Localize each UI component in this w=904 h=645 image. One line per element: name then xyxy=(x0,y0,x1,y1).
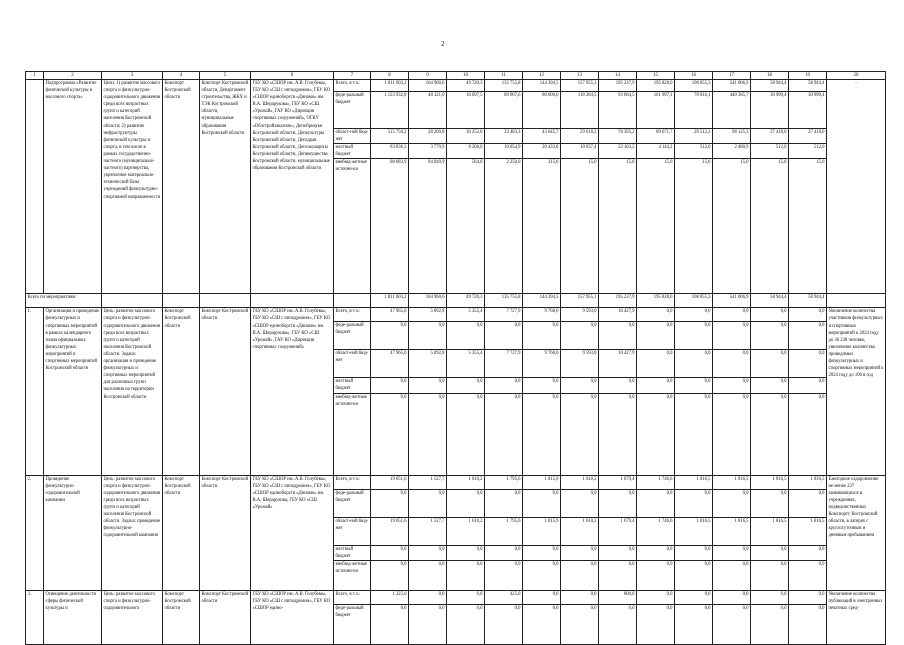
amount: 9 593,0 xyxy=(561,308,599,322)
amount: 0,0 xyxy=(675,308,713,322)
amount: 5 355,4 xyxy=(447,308,485,322)
amount: 0,0 xyxy=(371,560,409,590)
amount: 0,0 xyxy=(675,350,713,378)
amount: 0,0 xyxy=(447,378,485,393)
amount: 0,0 xyxy=(637,308,675,322)
amount: 20 433,8 xyxy=(523,144,561,159)
amount: 0,0 xyxy=(637,560,675,590)
col-number: 16 xyxy=(675,72,713,80)
amount: 0,0 xyxy=(523,393,561,475)
amount: 108 855,3 xyxy=(675,294,713,308)
amount: 0,0 xyxy=(751,604,789,644)
amount: 0,0 xyxy=(637,590,675,604)
amount: 512,0 xyxy=(675,144,713,159)
col-number: 19 xyxy=(789,72,827,80)
amount: 15,0 xyxy=(675,159,713,294)
amount: 4 144,2 xyxy=(637,144,675,159)
amount: 800,0 xyxy=(599,590,637,604)
empty-cell xyxy=(163,294,200,308)
amount: 0,0 xyxy=(637,489,675,517)
amount: 0,0 xyxy=(409,322,447,350)
amount: 0,0 xyxy=(447,560,485,590)
responsible: Комспорт Костромской области, Департамент строительства, ЖКХ и ТЭК Костромской области, муниципальные образования Костромской области xyxy=(200,80,251,294)
coordinator: Комспорт Костромской области xyxy=(163,475,200,590)
total-row xyxy=(26,294,886,308)
amount: 1 610,2 xyxy=(447,475,485,489)
responsible: Комспорт Костромской области xyxy=(200,475,251,590)
fin-source: феде-ральный бюджет xyxy=(334,92,371,129)
amount: 1 679,4 xyxy=(599,475,637,489)
amount: 0,0 xyxy=(523,590,561,604)
amount: 5 092,8 xyxy=(409,350,447,378)
amount: 0,0 xyxy=(447,489,485,517)
amount: 0,0 xyxy=(751,308,789,322)
col-number: 2 xyxy=(44,72,102,80)
amount: 15,0 xyxy=(561,159,599,294)
amount: 0,0 xyxy=(485,322,523,350)
amount: 541 006,9 xyxy=(713,294,751,308)
amount: 0,0 xyxy=(713,604,751,644)
responsible: Комспорт Костромской области xyxy=(200,590,251,644)
col-number: 10 xyxy=(447,72,485,80)
amount: 48 121,0 xyxy=(409,92,447,129)
amount: 19 051,6 xyxy=(371,475,409,489)
amount: 47 965,0 xyxy=(371,308,409,322)
goals-tasks: Цели: 1) развитие массового спорта и физкультурно-оздоровительного движения среди всех возрастных групп и категорий населения Костромской области; 2) развитие инфраструктуры физической культуры и спорта, в том числе в рамках государственно-частного (муниципально-частного) партнерства, укрепление материально-технической базы учреждений физкультурно-спортивной направленности xyxy=(102,80,163,294)
amount: 0,0 xyxy=(561,560,599,590)
participants: ГБУ КО «СШОР им. А.В. Голубева», ГБУ КО «СШ с ипподромом», ГБУ КО «СШОР единоборств «Динамо» им. В.А. Шерарукова, ГБУ КО «СШ «Урожай» xyxy=(251,475,334,590)
participants: ГБУ КО «СШОР им. А.В. Голубева», ГБУ КО «СШ с ипподромом», ГБУ КО «СШОР единоборств «Динамо» им. В.А. Шерарукова», ГБУ КО «СШ «Урожай», ГАУ КО «Дирекция спортивных сооружений» xyxy=(251,308,334,475)
amount: 0,0 xyxy=(485,378,523,393)
fin-source: феде-ральный бюджет xyxy=(334,604,371,644)
amount: 27 418,0 xyxy=(789,129,827,144)
amount: 0,0 xyxy=(409,378,447,393)
amount: 0,0 xyxy=(599,604,637,644)
amount: 0,0 xyxy=(409,560,447,590)
fin-source: Всего, в т.ч.: xyxy=(334,308,371,322)
goals-tasks: Цель: развитие массового спорта и физкультурно-оздоровительного движения среди всех возрастных групп и категорий населения Костромской области. Задача: проведение физкультурно-оздоровительной кампании xyxy=(102,475,163,590)
amount: 1 795,6 xyxy=(485,517,523,545)
amount: 1 123 932,8 xyxy=(371,92,409,129)
amount: 164 960,6 xyxy=(409,80,447,92)
amount: 1 527,7 xyxy=(409,517,447,545)
amount: 0,0 xyxy=(675,489,713,517)
fin-source: област-ной бюд-жет xyxy=(334,517,371,545)
amount: 10 037,4 xyxy=(561,144,599,159)
amount: 88 083,9 xyxy=(371,159,409,294)
amount: 1 679,4 xyxy=(599,517,637,545)
amount: 1 795,6 xyxy=(485,475,523,489)
amount: 195 237,9 xyxy=(599,294,637,308)
amount: 49 720,3 xyxy=(447,80,485,92)
amount: 9 768,0 xyxy=(523,350,561,378)
fin-source: феде-ральный бюджет xyxy=(334,489,371,517)
amount: 0,0 xyxy=(485,560,523,590)
amount: 29 512,2 xyxy=(675,129,713,144)
amount: 58 944,4 xyxy=(751,80,789,92)
amount: 98 125,3 xyxy=(713,129,751,144)
result: Увеличение количества участников физкультурных и спортивных мероприятий к 2024 году до 36 238 человек, увеличение количества проводимых физкультурных и спортивных мероприятий к 2024 году до 106 в год xyxy=(827,308,886,475)
amount: 1 610,2 xyxy=(561,475,599,489)
empty-cell xyxy=(827,294,886,308)
amount: 0,0 xyxy=(637,378,675,393)
amount: 2 250,0 xyxy=(485,159,523,294)
amount: 0,0 xyxy=(637,350,675,378)
amount: 0,0 xyxy=(751,350,789,378)
amount: 0,0 xyxy=(561,545,599,560)
amount: 0,0 xyxy=(371,393,409,475)
amount: 47 965,0 xyxy=(371,350,409,378)
amount: 7 727,9 xyxy=(485,350,523,378)
sub-fin-row xyxy=(26,80,886,92)
amount: 0,0 xyxy=(371,604,409,644)
amount: 0,0 xyxy=(751,560,789,590)
amount: 0,0 xyxy=(409,590,447,604)
amount: 195 828,0 xyxy=(637,294,675,308)
amount: 10 054,9 xyxy=(485,144,523,159)
amount: 0,0 xyxy=(789,393,827,475)
col-number: 14 xyxy=(599,72,637,80)
result: - xyxy=(827,80,886,294)
amount: 1 816,5 xyxy=(675,517,713,545)
amount: 0,0 xyxy=(409,545,447,560)
amount: 0,0 xyxy=(523,604,561,644)
fin-source: област-ной бюд-жет xyxy=(334,350,371,378)
amount: 157 955,1 xyxy=(561,80,599,92)
goals-tasks: Цель: развитие массового спорта и физкультурно-оздоровительного движения среди всех возрастных групп и категорий населения Костромской области. Задача: организация и проведение физкультурных и спортивных мероприятий для различных групп населения на территории Костромской области xyxy=(102,308,163,475)
amount: 0,0 xyxy=(409,393,447,475)
amount: 0,0 xyxy=(675,604,713,644)
measure-name: Освещение деятельности сферы физической культуры и xyxy=(44,590,102,644)
amount: 512,0 xyxy=(789,144,827,159)
coordinator: Комспорт Костромской области xyxy=(163,80,200,294)
amount: 0,0 xyxy=(751,545,789,560)
amount: 0,0 xyxy=(789,308,827,322)
amount: 0,0 xyxy=(409,489,447,517)
fin-source: Всего, в т.ч.: xyxy=(334,80,371,92)
col-number: 13 xyxy=(561,72,599,80)
amount: 541 006,9 xyxy=(713,80,751,92)
fin-source: Всего, в т.ч.: xyxy=(334,475,371,489)
amount: 0,0 xyxy=(751,590,789,604)
fin-source: област-ной бюд-жет xyxy=(334,129,371,144)
amount: 0,0 xyxy=(485,545,523,560)
amount: 315,0 xyxy=(523,159,561,294)
amount: 0,0 xyxy=(599,545,637,560)
row-number: 1. xyxy=(26,308,44,475)
amount: 0,0 xyxy=(561,322,599,350)
empty-cell xyxy=(200,294,251,308)
amount: 43 645,7 xyxy=(523,129,561,144)
goals-tasks: Цель: развитие массового спорта и физкультурно-оздоровительного xyxy=(102,590,163,644)
amount: 0,0 xyxy=(371,378,409,393)
amount: 0,0 xyxy=(713,322,751,350)
amount: 1 811 603,2 xyxy=(371,80,409,92)
result: Увеличение количества публикаций в электронных печатных сред- xyxy=(827,590,886,644)
amount: 0,0 xyxy=(561,489,599,517)
amount: 195 828,0 xyxy=(637,80,675,92)
amount: 1 815,9 xyxy=(523,517,561,545)
amount: 0,0 xyxy=(789,604,827,644)
amount: 10 427,9 xyxy=(599,308,637,322)
amount: 0,0 xyxy=(637,322,675,350)
amount: 9 593,0 xyxy=(561,350,599,378)
amount: 0,0 xyxy=(599,322,637,350)
amount: 515 750,2 xyxy=(371,129,409,144)
amount: 30 999,4 xyxy=(751,92,789,129)
total-label: Всего по мероприятиям: xyxy=(26,294,102,308)
amount: 0,0 xyxy=(485,393,523,475)
amount: 135 755,8 xyxy=(485,294,523,308)
amount: 0,0 xyxy=(713,308,751,322)
amount: 0,0 xyxy=(751,322,789,350)
amount: 1 816,5 xyxy=(789,517,827,545)
amount: 0,0 xyxy=(789,545,827,560)
col-number: 11 xyxy=(485,72,523,80)
amount: 0,0 xyxy=(789,378,827,393)
amount: 157 955,1 xyxy=(561,294,599,308)
amount: 5 092,8 xyxy=(409,308,447,322)
empty-cell xyxy=(334,294,371,308)
col-number: 9 xyxy=(409,72,447,80)
col-number: 1 xyxy=(26,72,44,80)
col-number: 4 xyxy=(163,72,200,80)
m2-fin-row xyxy=(26,475,886,489)
amount: 93 664,5 xyxy=(599,92,637,129)
amount: 195 237,9 xyxy=(599,80,637,92)
amount: 15,0 xyxy=(599,159,637,294)
amount: 0,0 xyxy=(751,393,789,475)
amount: 0,0 xyxy=(371,322,409,350)
col-number: 18 xyxy=(751,72,789,80)
amount: 15,0 xyxy=(789,159,827,294)
amount: 0,0 xyxy=(523,545,561,560)
row-number xyxy=(26,80,44,294)
amount: 5 355,4 xyxy=(447,350,485,378)
fin-source: Всего, в т.ч.: xyxy=(334,590,371,604)
amount: 0,0 xyxy=(675,560,713,590)
amount: 1 816,5 xyxy=(713,475,751,489)
amount: 1 816,5 xyxy=(675,475,713,489)
amount: 28 209,8 xyxy=(409,129,447,144)
amount: 1 610,2 xyxy=(447,517,485,545)
empty-cell xyxy=(251,294,334,308)
amount: 0,0 xyxy=(637,545,675,560)
col-number: 8 xyxy=(371,72,409,80)
amount: 0,0 xyxy=(371,545,409,560)
amount: 10 427,9 xyxy=(599,350,637,378)
amount: 0,0 xyxy=(713,393,751,475)
amount: 0,0 xyxy=(637,393,675,475)
amount: 0,0 xyxy=(523,322,561,350)
amount: 164 960,6 xyxy=(409,294,447,308)
amount: 89 671,7 xyxy=(637,129,675,144)
amount: 0,0 xyxy=(561,393,599,475)
amount: 80 000,0 xyxy=(523,92,561,129)
amount: 49 720,3 xyxy=(447,294,485,308)
amount: 0,0 xyxy=(485,604,523,644)
amount: 84 849,9 xyxy=(409,159,447,294)
amount: 0,0 xyxy=(561,378,599,393)
amount: 29 618,2 xyxy=(561,129,599,144)
amount: 1 746,6 xyxy=(637,517,675,545)
page-number: 2 xyxy=(441,40,445,48)
amount: 1 610,2 xyxy=(561,517,599,545)
amount: 0,0 xyxy=(599,378,637,393)
fin-source: внебюд-жетные источни-ки xyxy=(334,393,371,475)
amount: 0,0 xyxy=(447,590,485,604)
coordinator: Комспорт Костромской области xyxy=(163,590,200,644)
amount: 78 816,1 xyxy=(675,92,713,129)
amount: 7 727,9 xyxy=(485,308,523,322)
column-number-row xyxy=(26,72,886,80)
row-number: 2. xyxy=(26,475,44,590)
empty-cell xyxy=(102,294,163,308)
amount: 0,0 xyxy=(447,322,485,350)
fin-source: внебюд-жетные источни-ки xyxy=(334,560,371,590)
amount: 1 816,5 xyxy=(751,475,789,489)
amount: 0,0 xyxy=(637,604,675,644)
program-table xyxy=(25,71,886,645)
amount: 1 815,9 xyxy=(523,475,561,489)
measure-name: Проведение физкультурно-оздоровительной кампании xyxy=(44,475,102,590)
amount: 3 779,9 xyxy=(409,144,447,159)
amount: 0,0 xyxy=(713,489,751,517)
amount: 0,0 xyxy=(675,322,713,350)
amount: 0,0 xyxy=(523,378,561,393)
amount: 1 816,5 xyxy=(751,517,789,545)
col-number: 17 xyxy=(713,72,751,80)
amount: 512,0 xyxy=(751,144,789,159)
amount: 1 225,0 xyxy=(371,590,409,604)
amount: 0,0 xyxy=(447,545,485,560)
col-number: 6 xyxy=(251,72,334,80)
col-number: 3 xyxy=(102,72,163,80)
amount: 0,0 xyxy=(789,489,827,517)
amount: 15,0 xyxy=(751,159,789,294)
amount: 0,0 xyxy=(523,560,561,590)
amount: 0,0 xyxy=(447,393,485,475)
amount: 440 385,7 xyxy=(713,92,751,129)
amount: 2 480,9 xyxy=(713,144,751,159)
amount: 8 206,0 xyxy=(447,144,485,159)
amount: 0,0 xyxy=(675,378,713,393)
amount: 0,0 xyxy=(409,604,447,644)
amount: 144 394,5 xyxy=(523,80,561,92)
amount: 118 284,5 xyxy=(561,92,599,129)
amount: 1 816,5 xyxy=(713,517,751,545)
amount: 0,0 xyxy=(713,350,751,378)
col-number: 5 xyxy=(200,72,251,80)
amount: 0,0 xyxy=(713,378,751,393)
fin-source: местный бюджет xyxy=(334,545,371,560)
amount: 1 527,7 xyxy=(409,475,447,489)
amount: 89 967,6 xyxy=(485,92,523,129)
amount: 0,0 xyxy=(751,378,789,393)
amount: 564,0 xyxy=(447,159,485,294)
amount: 144 394,5 xyxy=(523,294,561,308)
measure-name: Подпрограмма «Развитие физической культуры и массового спорта» xyxy=(44,80,102,294)
col-number: 20 xyxy=(827,72,886,80)
responsible: Комспорт Костромской области xyxy=(200,308,251,475)
amount: 15,0 xyxy=(637,159,675,294)
amount: 0,0 xyxy=(485,489,523,517)
amount: 0,0 xyxy=(561,590,599,604)
amount: 108 855,3 xyxy=(675,80,713,92)
amount: 0,0 xyxy=(713,560,751,590)
amount: 78 395,2 xyxy=(599,129,637,144)
amount: 0,0 xyxy=(561,604,599,644)
amount: 0,0 xyxy=(599,393,637,475)
coordinator: Комспорт Костромской области xyxy=(163,308,200,475)
amount: 27 418,0 xyxy=(751,129,789,144)
m1-fin-row xyxy=(26,308,886,322)
amount: 9 768,0 xyxy=(523,308,561,322)
amount: 101 997,1 xyxy=(637,92,675,129)
fin-source: внебюд-жетные источни-ки xyxy=(334,159,371,294)
amount: 0,0 xyxy=(751,489,789,517)
amount: 19 051,6 xyxy=(371,517,409,545)
measure-name: Организация и проведение физкультурных и спортивных мероприятий в рамках календарного плана официальных физкультурных мероприятий и спортивных мероприятий Костромской области xyxy=(44,308,102,475)
participants: ГБУ КО «СШОР им. А.В. Голубева», ГБУ КО «СШ с ипподромом», ГБУ КО «СШОР едино- xyxy=(251,590,334,644)
amount: 58 944,4 xyxy=(751,294,789,308)
fin-source: местный бюджет xyxy=(334,378,371,393)
amount: 1 811 603,2 xyxy=(371,294,409,308)
amount: 83 836,3 xyxy=(371,144,409,159)
amount: 425,0 xyxy=(485,590,523,604)
amount: 0,0 xyxy=(789,590,827,604)
fin-source: феде-ральный бюджет xyxy=(334,322,371,350)
amount: 15,0 xyxy=(713,159,751,294)
amount: 33 483,3 xyxy=(485,129,523,144)
amount: 0,0 xyxy=(675,545,713,560)
amount: 10 697,5 xyxy=(447,92,485,129)
amount: 0,0 xyxy=(789,322,827,350)
amount: 0,0 xyxy=(675,393,713,475)
amount: 0,0 xyxy=(523,489,561,517)
row-number: 3. xyxy=(26,590,44,644)
amount: 0,0 xyxy=(371,489,409,517)
col-number: 7 xyxy=(334,72,371,80)
amount: 0,0 xyxy=(599,489,637,517)
amount: 0,0 xyxy=(713,590,751,604)
amount: 1 816,5 xyxy=(789,475,827,489)
amount: 0,0 xyxy=(713,545,751,560)
amount: 0,0 xyxy=(675,590,713,604)
amount: 58 944,4 xyxy=(789,294,827,308)
amount: 1 746,6 xyxy=(637,475,675,489)
amount: 30 999,4 xyxy=(789,92,827,129)
fin-source: местный бюджет xyxy=(334,144,371,159)
amount: 58 944,4 xyxy=(789,80,827,92)
amount: 0,0 xyxy=(789,350,827,378)
participants: ГБУ КО «СШОР им. А.В. Голубева», ГБУ КО «СШ с ипподромом», ГБУ КО «СШОР единоборств «Динамо» им. В.А. Шерарукова», ГБУ КО «СШ «Урожай», ГАУ КО «Дирекция спортивных сооружений», ОГКУ «Облстройзаказчик», Депобрнауки Костромской области, Депкультуры Костромской области, Депздрав Костромской области, Депсоцзащиты Костромской области, Депимущества Костромской области, муниципальные образования Костромской области xyxy=(251,80,334,294)
col-number: 15 xyxy=(637,72,675,80)
amount: 0,0 xyxy=(447,604,485,644)
col-number: 12 xyxy=(523,72,561,80)
m3-fin-row xyxy=(26,590,886,604)
amount: 23 163,2 xyxy=(599,144,637,159)
amount: 0,0 xyxy=(599,560,637,590)
amount: 30 252,8 xyxy=(447,129,485,144)
amount: 0,0 xyxy=(789,560,827,590)
amount: 135 755,8 xyxy=(485,80,523,92)
result: Ежегодное оздоровление не менее 237 занимающихся в учреждениях, подведомственных Комспорту Костромской области, в лагерях с круглосуточным и дневным пребыванием xyxy=(827,475,886,590)
